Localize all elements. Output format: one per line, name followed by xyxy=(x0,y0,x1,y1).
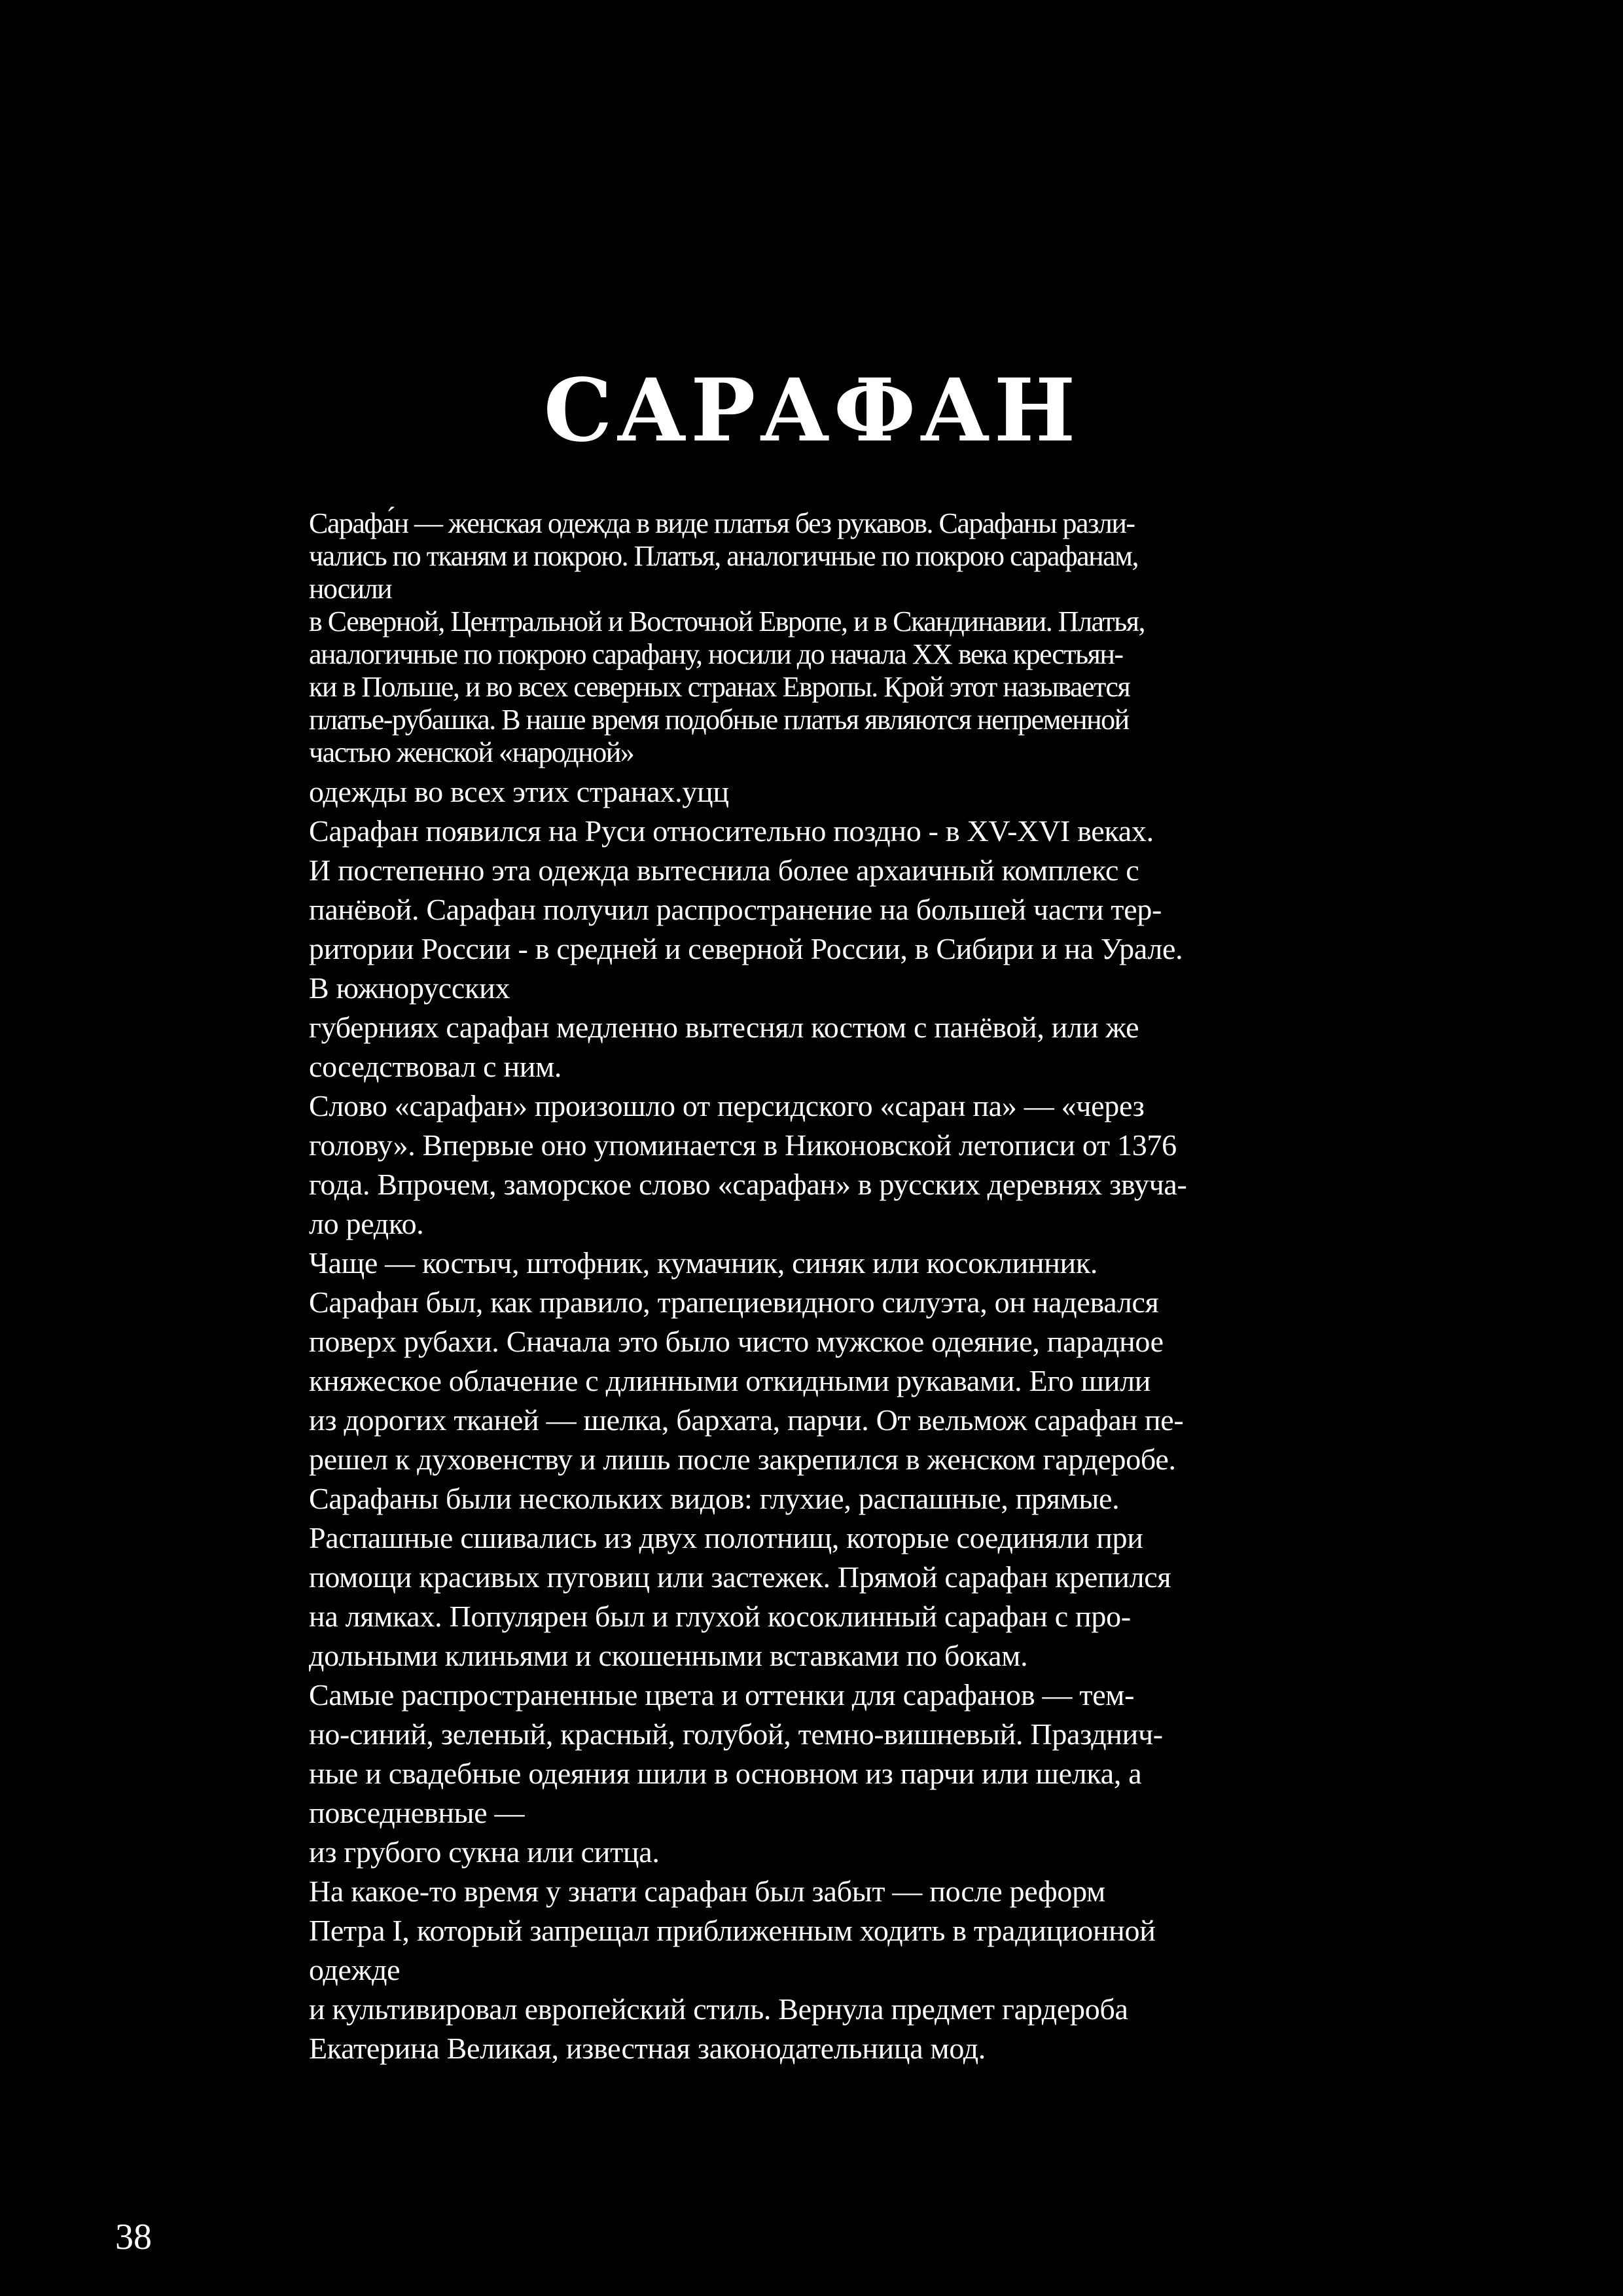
intro-line: частью женской «народной» xyxy=(309,736,634,768)
body-line: Слово «сарафан» произошло от персидского «саран па» — «через xyxy=(309,1089,1145,1122)
body-line: княжеское облачение с длинными откидными рукавами. Его шили xyxy=(309,1364,1151,1397)
body-line: одежды во всех этих странах.уцц xyxy=(309,775,729,808)
page-number: 38 xyxy=(115,2217,152,2257)
body-line: Сарафан появился на Руси относительно поздно - в XV-XVI веках. xyxy=(309,814,1154,848)
body-line: И постепенно эта одежда вытеснила более архаичный комплекс с xyxy=(309,853,1139,887)
body-line: соседствовал с ним. xyxy=(309,1050,562,1083)
intro-line: в Северной, Центральной и Восточной Европе, и в Скандинавии. Платья, xyxy=(309,605,1145,637)
body-line: повседневные — xyxy=(309,1796,525,1829)
body-line: Екатерина Великая, известная законодательница мод. xyxy=(309,2032,986,2065)
body-line: но-синий, зеленый, красный, голубой, темно-вишневый. Празднич- xyxy=(309,1717,1163,1751)
body-line: из дорогих тканей — шелка, бархата, парчи. От вельмож сарафан пе- xyxy=(309,1403,1184,1437)
page-title: САРАФАН xyxy=(543,360,1080,461)
body-line: Самые распространенные цвета и оттенки для сарафанов — тем- xyxy=(309,1678,1135,1712)
body-line: голову». Впервые оно упоминается в Никоновской летописи от 1376 xyxy=(309,1128,1177,1162)
intro-line: Сарафа́н — женская одежда в виде платья без рукавов. Сарафаны разли- xyxy=(309,507,1135,539)
body-line: Петра I, который запрещал приближенным ходить в традиционной xyxy=(309,1914,1156,1947)
body-line: Сарафаны были нескольких видов: глухие, распашные, прямые. xyxy=(309,1482,1120,1515)
body-line: помощи красивых пуговиц или застежек. Прямой сарафан крепился xyxy=(309,1560,1171,1594)
intro-line: носили xyxy=(309,573,392,605)
body-line: губерниях сарафан медленно вытеснял костюм с панёвой, или же xyxy=(309,1011,1139,1044)
body-line: Чаще — костыч, штофник, кумачник, синяк или косоклинник. xyxy=(309,1246,1098,1280)
body-line: решел к духовенству и лишь после закрепился в женском гардеробе. xyxy=(309,1443,1176,1476)
body-line: и культивировал европейский стиль. Вернула предмет гардероба xyxy=(309,1992,1128,2026)
body-line: года. Впрочем, заморское слово «сарафан» в русских деревнях звуча- xyxy=(309,1168,1187,1201)
intro-paragraph xyxy=(309,507,1317,769)
body-line: дольными клиньями и скошенными вставками по бокам. xyxy=(309,1639,1028,1672)
body-text xyxy=(309,772,1317,2068)
intro-line: аналогичные по покрою сарафану, носили до начала XX века крестьян- xyxy=(309,638,1123,670)
body-line: из грубого сукна или ситца. xyxy=(309,1835,660,1869)
body-line: ные и свадебные одеяния шили в основном из парчи или шелка, а xyxy=(309,1757,1142,1790)
body-line: Сарафан был, как правило, трапециевидного силуэта, он надевался xyxy=(309,1285,1159,1319)
body-line: Распашные сшивались из двух полотнищ, которые соединяли при xyxy=(309,1521,1143,1554)
intro-line: ки в Польше, и во всех северных странах Европы. Крой этот называется xyxy=(309,671,1130,703)
body-line: На какое-то время у знати сарафан был забыт — после реформ xyxy=(309,1874,1105,1908)
body-line: поверх рубахи. Сначала это было чисто мужское одеяние, парадное xyxy=(309,1325,1164,1358)
body-line: В южнорусских xyxy=(309,971,510,1005)
body-line: на лямках. Популярен был и глухой косоклинный сарафан с про- xyxy=(309,1600,1131,1633)
intro-line: платье-рубашка. В наше время подобные платья являются непременной xyxy=(309,704,1129,736)
body-line: ло редко. xyxy=(309,1207,424,1240)
intro-line: чались по тканям и покрою. Платья, аналогичные по покрою сарафанам, xyxy=(309,540,1139,572)
body-line: панёвой. Сарафан получил распространение на большей части тер- xyxy=(309,893,1162,926)
body-line: одежде xyxy=(309,1953,401,1986)
body-line: ритории России - в средней и северной России, в Сибири и на Урале. xyxy=(309,932,1183,965)
